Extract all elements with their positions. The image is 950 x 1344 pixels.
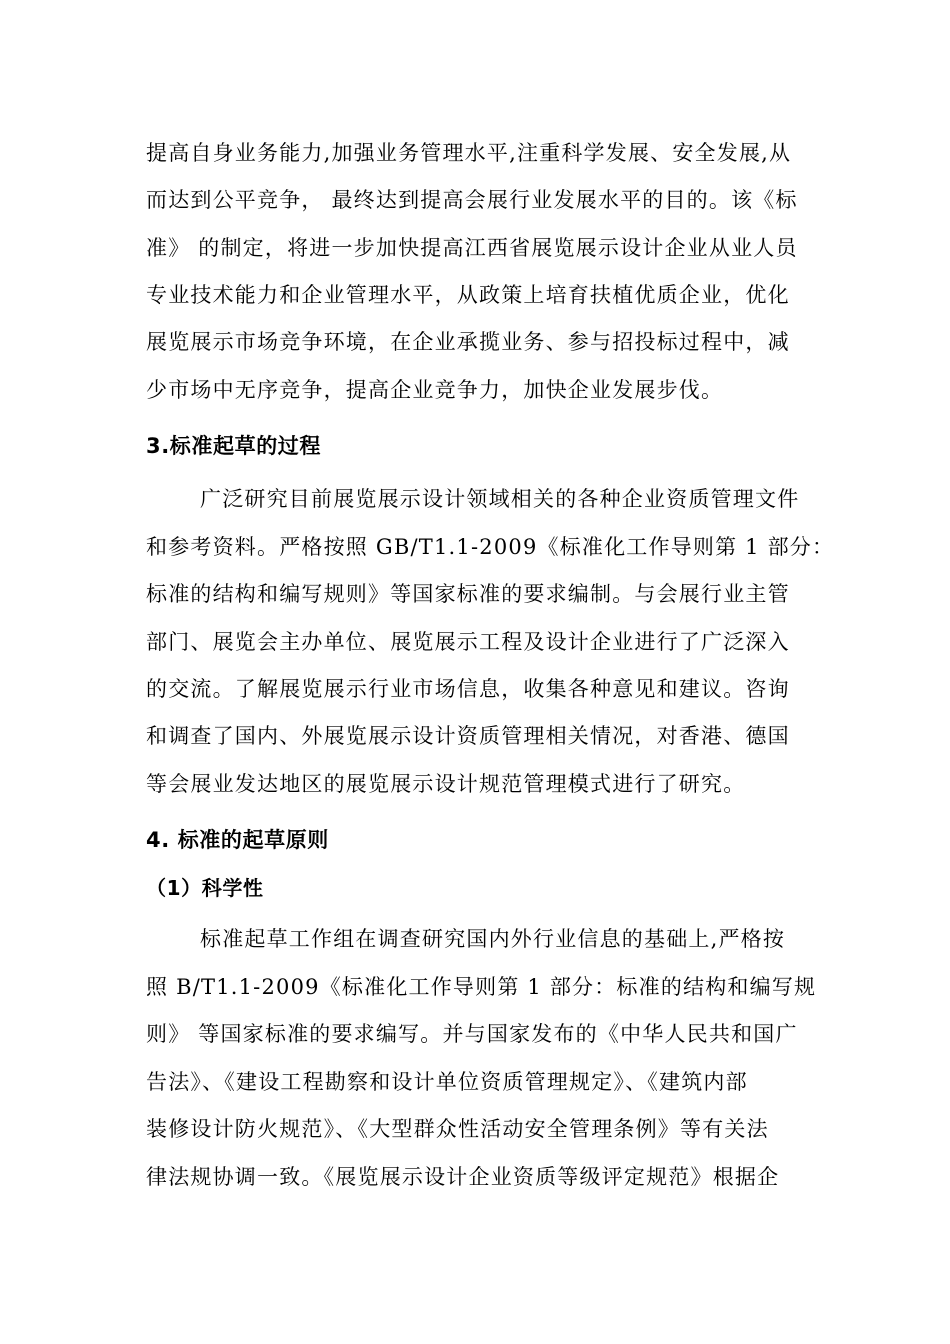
paragraph-line: 和参考资料。严格按照 GB/T1.1-2009《标准化工作导则第 1 部分：	[146, 535, 835, 559]
paragraph-line: 律法规协调一致。《展览展示设计企业资质等级评定规范》根据企	[146, 1165, 780, 1189]
paragraph-line: 照 B/T1.1-2009《标准化工作导则第 1 部分：标准的结构和编写规	[146, 975, 817, 999]
paragraph-line: 标准的结构和编写规则》等国家标准的要求编制。与会展行业主管	[146, 582, 790, 606]
paragraph-line: 告法》、《建设工程勘察和设计单位资质管理规定》、《建筑内部	[146, 1070, 748, 1094]
section-heading: 3.标准起草的过程	[146, 434, 321, 458]
subsection-heading: （1）科学性	[146, 876, 264, 900]
paragraph-line: 的交流。了解展览展示行业市场信息，收集各种意见和建议。咨询	[146, 677, 790, 701]
paragraph-line: 和调查了国内、外展览展示设计资质管理相关情况，对香港、德国	[146, 724, 790, 748]
paragraph-line: 则》 等国家标准的要求编写。并与国家发布的《中华人民共和国广	[146, 1022, 798, 1046]
paragraph-line: 准》 的制定，将进一步加快提高江西省展览展示设计企业从业人员	[146, 236, 798, 260]
paragraph-line: 而达到公平竞争， 最终达到提高会展行业发展水平的目的。该《标	[146, 188, 798, 212]
paragraph-line: 广泛研究目前展览展示设计领域相关的各种企业资质管理文件	[200, 487, 800, 511]
paragraph-line: 部门、展览会主办单位、展览展示工程及设计企业进行了广泛深入	[146, 630, 790, 654]
paragraph-line: 少市场中无序竞争，提高企业竞争力，加快企业发展步伐。	[146, 378, 724, 402]
paragraph-line: 等会展业发达地区的展览展示设计规范管理模式进行了研究。	[146, 772, 746, 796]
section-heading: 4. 标准的起草原则	[146, 828, 329, 852]
paragraph-line: 标准起草工作组在调查研究国内外行业信息的基础上,严格按	[200, 927, 786, 951]
paragraph-line: 展览展示市场竞争环境，在企业承揽业务、参与招投标过程中，减	[146, 330, 790, 354]
paragraph-line: 提高自身业务能力,加强业务管理水平,注重科学发展、安全发展,从	[146, 141, 792, 165]
paragraph-line: 专业技术能力和企业管理水平，从政策上培育扶植优质企业，优化	[146, 283, 790, 307]
paragraph-line: 装修设计防火规范》、《大型群众性活动安全管理条例》等有关法	[146, 1117, 769, 1141]
